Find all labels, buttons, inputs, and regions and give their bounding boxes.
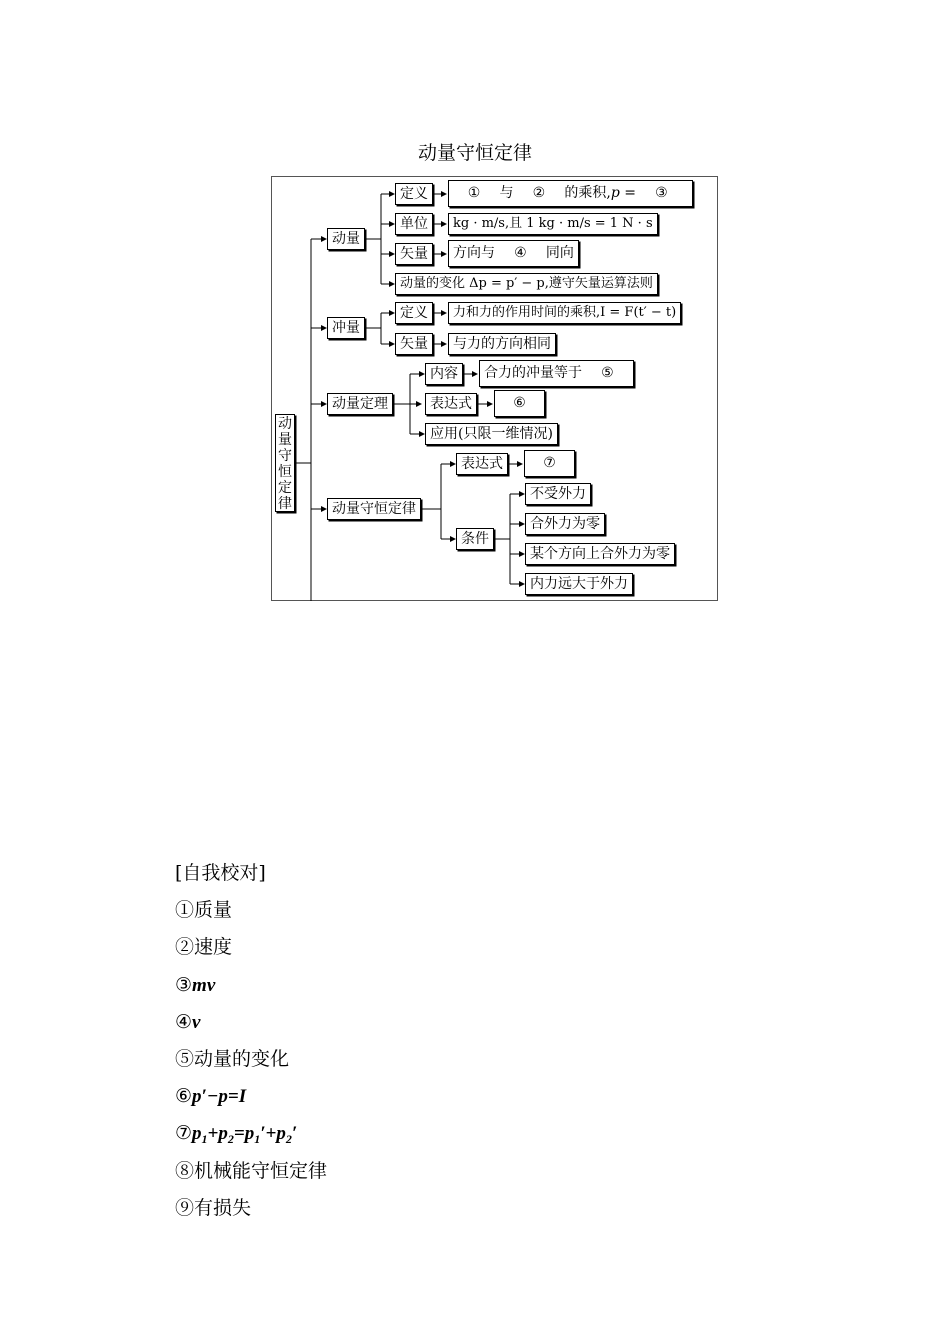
node-momentum-theorem: 动量定理 bbox=[327, 393, 393, 415]
answer-8: ⑧机械能守恒定律 bbox=[175, 1159, 328, 1182]
answer-2: ②速度 bbox=[175, 936, 233, 959]
node-condition-4: 内力远大于外力 bbox=[525, 573, 633, 595]
node-theorem-application: 应用(只限一维情况) bbox=[425, 423, 558, 445]
node-condition-3: 某个方向上合外力为零 bbox=[525, 543, 675, 565]
answer-5: ⑤动量的变化 bbox=[175, 1047, 290, 1070]
node-theorem-expression-label: 表达式 bbox=[425, 393, 477, 415]
node-impulse-vector-label: 矢量 bbox=[395, 333, 433, 355]
answer-6: ⑥p′−p=I bbox=[175, 1085, 247, 1108]
node-conservation-law: 动量守恒定律 bbox=[327, 498, 421, 520]
node-impulse: 冲量 bbox=[327, 317, 365, 339]
concept-map bbox=[271, 176, 718, 601]
answer-9: ⑨有损失 bbox=[175, 1196, 252, 1219]
node-theorem-expression: ⑥ bbox=[494, 390, 545, 417]
node-theorem-content: 合力的冲量等于 ⑤ bbox=[479, 360, 634, 387]
node-conservation-expression-label: 表达式 bbox=[456, 453, 508, 475]
answer-key bbox=[175, 855, 327, 1227]
node-momentum-unit: kg · m/s,且 1 kg · m/s = 1 N · s bbox=[448, 213, 658, 235]
node-momentum-vector: 方向与 ④ 同向 bbox=[448, 240, 579, 267]
answer-3: ③mv bbox=[175, 973, 216, 996]
answer-4: ④v bbox=[175, 1010, 201, 1033]
answer-key-header: [自我校对] bbox=[175, 862, 266, 884]
node-momentum-definition: ① 与 ② 的乘积,p = ③ bbox=[448, 180, 693, 207]
node-momentum-vector-label: 矢量 bbox=[395, 243, 433, 265]
node-conservation-condition-label: 条件 bbox=[456, 528, 494, 550]
node-impulse-vector: 与力的方向相同 bbox=[448, 333, 556, 355]
node-momentum-change: 动量的变化 Δp = p′ − p,遵守矢量运算法则 bbox=[395, 273, 658, 295]
node-momentum-definition-label: 定义 bbox=[395, 183, 433, 205]
node-theorem-content-label: 内容 bbox=[425, 363, 463, 385]
node-condition-2: 合外力为零 bbox=[525, 513, 605, 535]
node-impulse-definition: 力和力的作用时间的乘积,I = F(t′ − t) bbox=[448, 302, 681, 324]
node-momentum: 动量 bbox=[327, 228, 365, 250]
answer-1: ①质量 bbox=[175, 899, 233, 922]
node-conservation-expression: ⑦ bbox=[524, 450, 575, 477]
node-impulse-definition-label: 定义 bbox=[395, 302, 433, 324]
node-momentum-unit-label: 单位 bbox=[395, 213, 433, 235]
node-condition-1: 不受外力 bbox=[525, 483, 591, 505]
answer-7: $⑦p_1+p_2=p_1'+p_2'$ bbox=[175, 1122, 298, 1147]
root-node: 动 量 守 恒 定 律 bbox=[275, 414, 295, 512]
page-title: 动量守恒定律 bbox=[417, 142, 532, 164]
